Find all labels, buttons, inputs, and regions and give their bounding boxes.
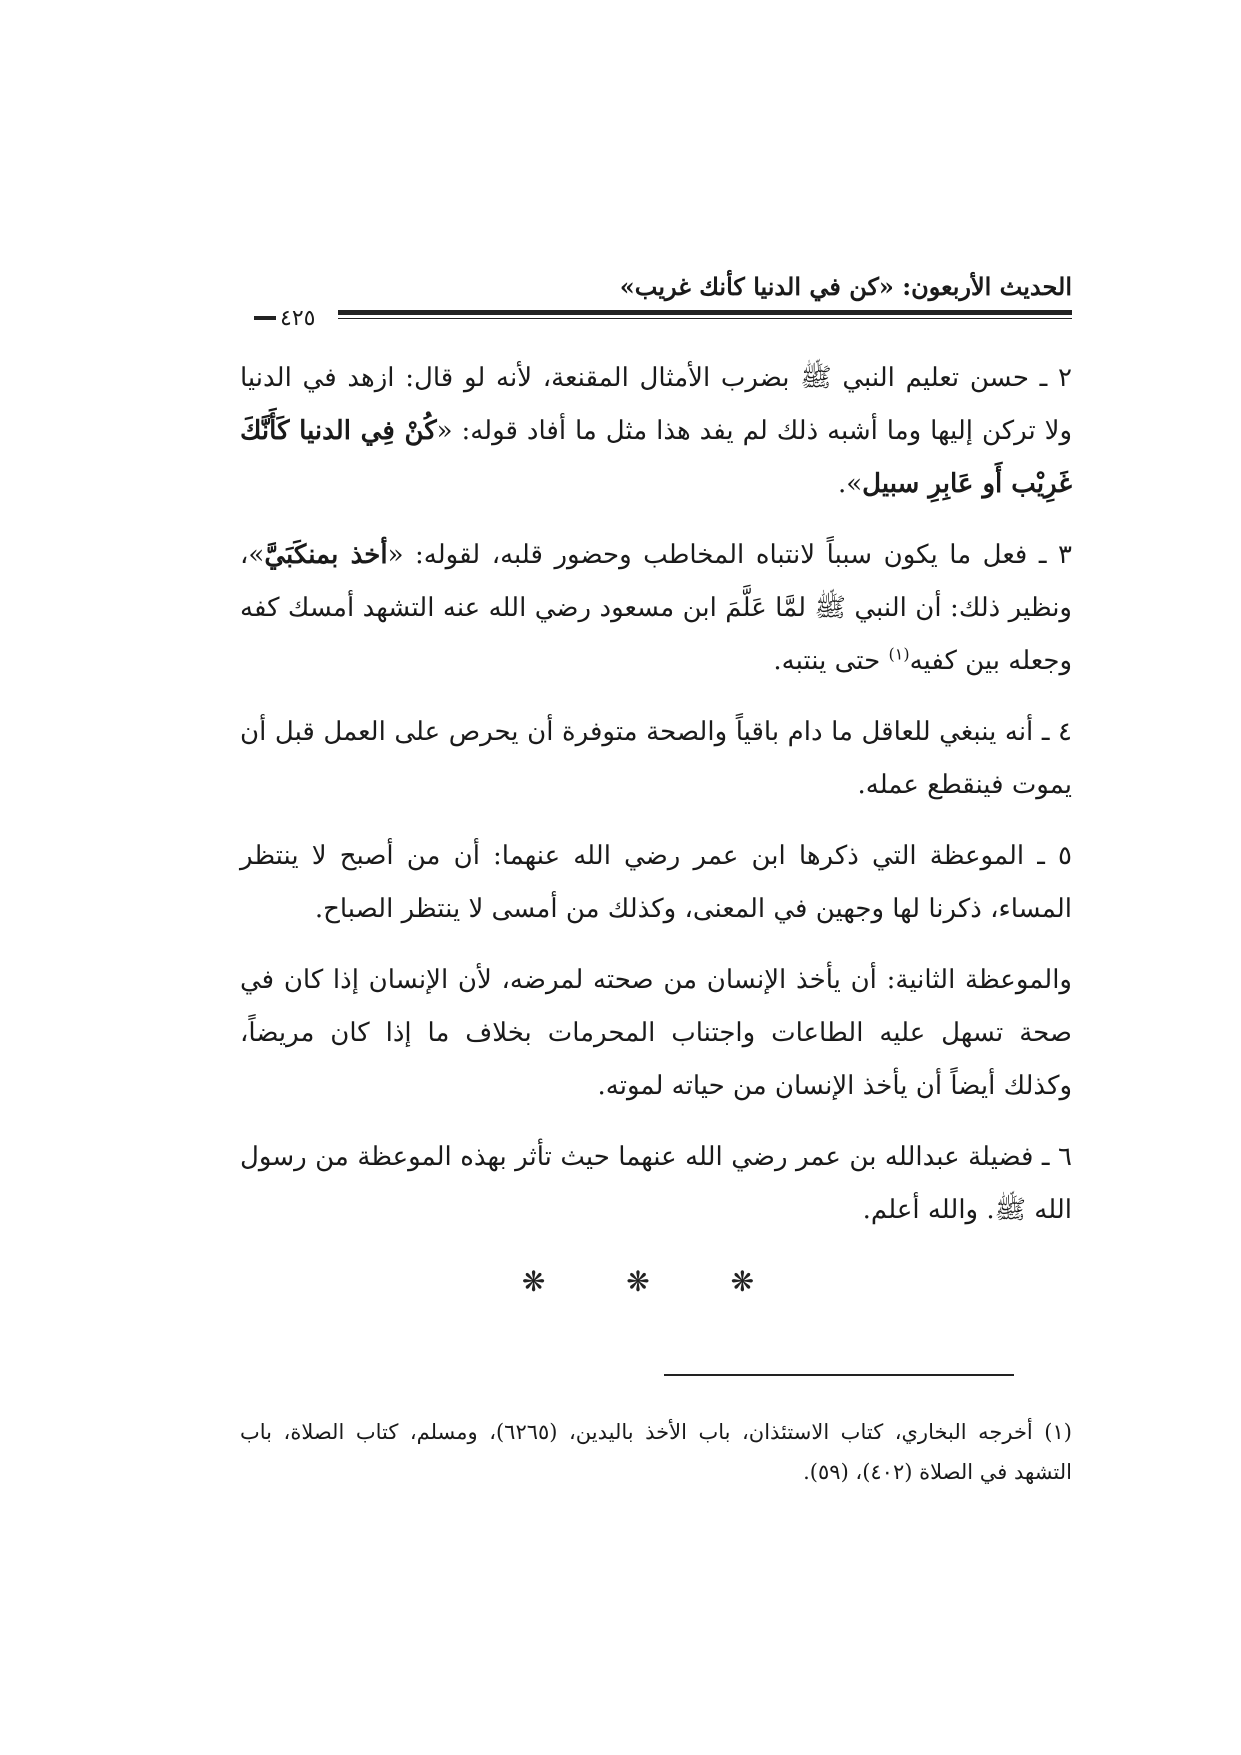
header-rule-thin bbox=[338, 318, 1072, 319]
page-number: ٤٢٥ bbox=[280, 306, 316, 331]
footnote-number: (١) bbox=[1044, 1420, 1072, 1444]
paragraph-3 bbox=[240, 529, 1072, 688]
paragraph-text: »، ونظير ذلك: أن النبي ﷺ لمَّا عَلَّمَ ابن مسعود رضي الله عنه التشهد أمسك كفه وجعله بين كفيه bbox=[240, 540, 1072, 676]
footnote-reference[interactable]: (١) bbox=[888, 644, 910, 664]
footnote-rule bbox=[664, 1374, 1014, 1376]
paragraph-4: ٤ ـ أنه ينبغي للعاقل ما دام باقياً والصحة متوفرة أن يحرص على العمل قبل أن يموت فينقطع عمله. bbox=[240, 717, 1072, 800]
footnotes bbox=[240, 1412, 1072, 1492]
paragraph-5-second-admonition: والموعظة الثانية: أن يأخذ الإنسان من صحته لمرضه، لأن الإنسان إذا كان في صحة تسهل عليه الطاعات واجتناب المحرمات بخلاف ما إذا كان مريضاً، وكذلك أيضاً أن يأخذ الإنسان من حياته لموته. bbox=[240, 965, 1072, 1101]
footnote-text: أخرجه البخاري، كتاب الاستئذان، باب الأخذ باليدين، (٦٢٦٥)، ومسلم، كتاب الصلاة، باب التشهد في الصلاة (٤٠٢)، (٥٩). bbox=[240, 1420, 1072, 1484]
paragraph-text: ٣ ـ فعل ما يكون سبباً لانتباه المخاطب وحضور قلبه، لقوله: « bbox=[387, 540, 1072, 570]
paragraph-2 bbox=[240, 352, 1072, 511]
section-separator-stars: ❋ ❋ ❋ bbox=[521, 1265, 791, 1298]
running-header bbox=[254, 268, 1072, 331]
paragraph-text: ٢ ـ حسن تعليم النبي ﷺ بضرب الأمثال المقنعة، لأنه لو قال: ازهد في الدنيا ولا تركن إليها وما أشبه ذلك لم يفد هذا مثل ما أفاد قوله: « bbox=[240, 363, 1073, 446]
main-text bbox=[240, 352, 1072, 1308]
paragraph-5: ٥ ـ الموعظة التي ذكرها ابن عمر رضي الله عنهما: أن من أصبح لا ينتظر المساء، ذكرنا لها وجهين في المعنى، وكذلك من أمسى لا ينتظر الصباح. bbox=[240, 841, 1072, 924]
hadith-quote: أخذ بمنكَبَيَّ bbox=[264, 540, 388, 570]
paragraph-text: حتى ينتبه. bbox=[773, 646, 889, 676]
header-rule bbox=[338, 310, 1072, 315]
hadith-quote: كُنْ فِي الدنيا كَأَنَّكَ غَرِيْب أَو عَابِرِ سبيل bbox=[240, 416, 1072, 499]
header-title: الحديث الأربعون: «كن في الدنيا كأنك غريب» bbox=[619, 272, 1072, 301]
paragraph-text: ». bbox=[838, 469, 863, 499]
page-number-dash bbox=[254, 316, 276, 320]
footnote-1 bbox=[240, 1412, 1072, 1492]
paragraph-6: ٦ ـ فضيلة عبدالله بن عمر رضي الله عنهما حيث تأثر بهذه الموعظة من رسول الله ﷺ. والله أعلم. bbox=[240, 1142, 1072, 1225]
